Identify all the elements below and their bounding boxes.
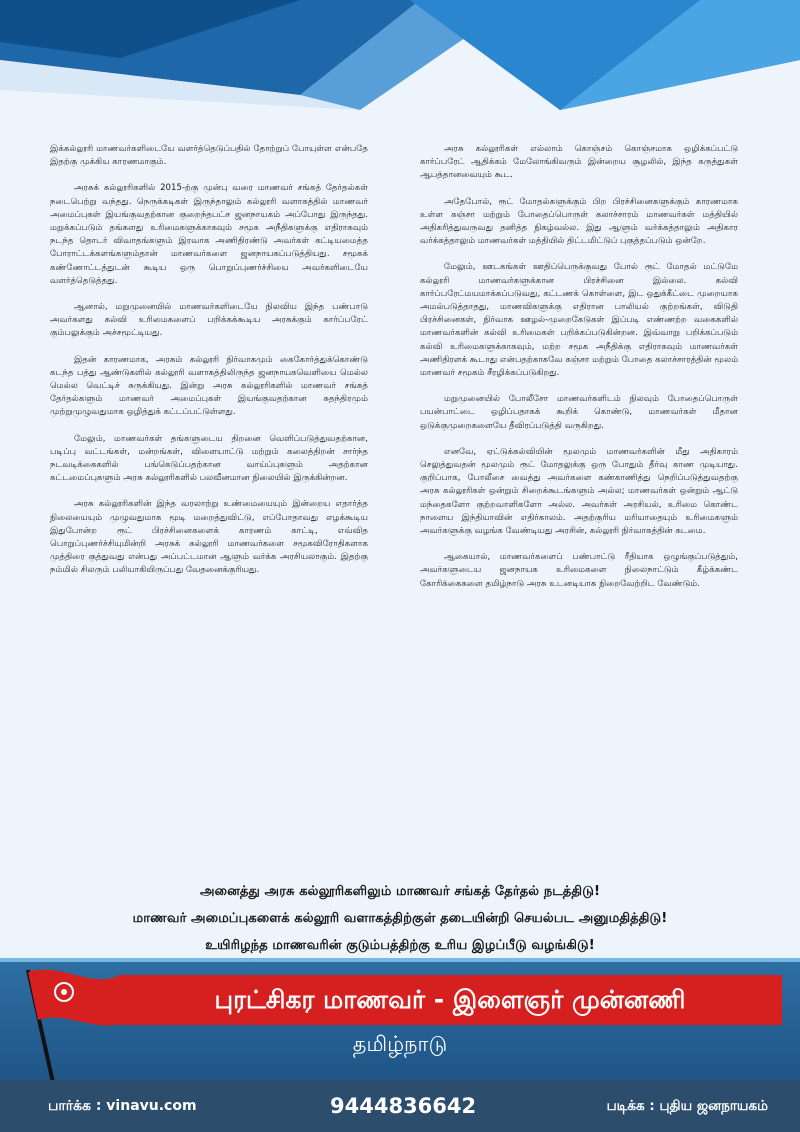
article-paragraph: அரசு கல்லூரிகளின் இந்த வரலாற்று உண்மையையும் இன்றைய எதார்த்த நிலையையும் முழுவதுமாக மூடி மறைத்துவிட்டு, எப்போதாவது எழக்கூடிய இதுபோன்ற ரூட் பிரச்சினைகளைக் காரணம் காட்டி, எவ்வித பொறுப்புணர்ச்சியுமின்றி அரசுக் கல்லூரி மாணவர்களை சமூகவிரோதிகளாக முத்திரை குத்துவது என்பது அப்பட்டமான ஆளும் வர்க்க அரசியலாகும். இதற்கு நம்மில் சிலரும் பலியாகியிருப்பது வேதனைக்குரியது. xyxy=(50,499,368,576)
demand-slogan: மாணவர் அமைப்புகளைக் கல்லூரி வளாகத்திற்குள் தடையின்றி செயல்பட அனுமதித்திடு! xyxy=(132,911,668,926)
article-right-column xyxy=(420,143,738,604)
article-paragraph: ஆனால், மறுமுனையில் மாணவர்களிடையே நிலவிய இந்த பண்பாடு அவர்களது கல்வி உரிமைகளைப் பறிக்கக்கூடிய அரசுக்கும் கார்ப்பரேட் கும்பலுக்கும் அச்சமூட்டியது. xyxy=(50,302,368,339)
article-paragraph: மேலும், மாணவர்கள் தங்களுடைய திறனை வெளிப்படுத்துவதற்கான, படிப்பு வட்டங்கள், மன்றங்கள், விளையாட்டு மற்றும் கலைத்திறன் சார்ந்த நடவடிக்கைகளில் பங்கெடுப்பதற்கான வாய்ப்புகளும் அதற்கான கட்டமைப்புகளும் அரசு கல்லூரிகளில் பலவீனமான நிலையில் இருக்கின்றன. xyxy=(50,433,368,484)
demand-slogan: அனைத்து அரசு கல்லூரிகளிலும் மாணவர் சங்கத் தேர்தல் நடத்திடு! xyxy=(200,884,600,899)
article-left-column xyxy=(50,143,368,591)
article-paragraph: ஆகையால், மாணவர்களைப் பண்பாட்டு ரீதியாக ஒழுங்குப்படுத்தும், அவர்களுடைய ஜனநாயக உரிமைகளை நிலைநாட்டும் கீழ்க்கண்ட கோரிக்கைகளை தமிழ்நாடு அரசு உடனடியாக நிறைவேற்றிட வேண்டும். xyxy=(420,552,738,589)
article-paragraph: எனவே, ஏட்டுக்கல்வியின் மூலமும் மாணவர்களின் மீது அதிகாரம் செலுத்துவதன் மூலமும் ரூட் மோதலுக்கு ஒரு போதும் தீர்வு காண முடியாது. குறிப்பாக, போலீசை வைத்து அவர்களை கண்காணித்து நெறிப்படுத்துவதற்கு அரசு கல்லூரிகள் ஒன்றும் சிறைக்கூடங்களும் அல்ல; மாணவர்கள் ஒன்றும் ஆட்டு மந்தைகளோ குற்றவாளிகளோ அல்ல. அவர்கள் அரசியல், உரிமை கொண்ட நாளைய இந்தியாவின் எதிர்காலம். அதற்குரிய மரியாதையும் உரிமைகளும் அவர்களுக்கு வழங்க வேண்டியது அரசின், கல்லூரி நிர்வாகத்தின் கடமை. xyxy=(420,446,738,537)
article-paragraph: மறுமுனையில் போலீசோ மாணவர்களிடம் நிலவும் போதைப்பொருள் பயன்பாட்டை ஒழிப்பதாகக் கூறிக் கொண்டு, மாணவர்கள் மீதான ஒடுக்குமுறைகளையே தீவிரப்படுத்தி வருகிறது. xyxy=(420,394,738,431)
article-paragraph: அதேபோல், ரூட் மோதல்களுக்கும் பிற பிரச்சினைகளுக்கும் காரணமாக உள்ள கஞ்சா மற்றும் போதைப்பொருள் கலாச்சாரம் மாணவர்கள் மத்தியில் அதிகரித்துவருவது தனித்த நிகழ்வல்ல. இது ஆளும் வர்க்கத்தாலும் அதிகார வர்க்கத்தாலும் மாணவர்கள் மத்தியில் திட்டமிட்டுப் புகுத்தப்படும் ஒன்றே. xyxy=(420,196,738,247)
footer-bar xyxy=(0,1080,800,1132)
article-paragraph: அரசு கல்லூரிகள் எல்லாம் கொஞ்சம் கொஞ்சமாக ஒழிக்கப்பட்டு கார்ப்பரேட் ஆதிக்கம் மேலோங்கிவரும் இன்றைய சூழலில், இந்த கருத்துகள் ஆபத்தானவையும் கூட. xyxy=(420,144,738,181)
article-paragraph: இக்கல்லூரி மாணவர்களிடையே வளர்த்தெடுப்பதில் தோற்றுப் போயுள்ள என்பதே இதற்கு முக்கிய காரணமாகும். xyxy=(50,144,368,168)
demand-slogan: உயிரிழந்த மாணவரின் குடும்பத்திற்கு உரிய இழப்பீடு வழங்கிடு! xyxy=(205,938,595,953)
demands-block xyxy=(0,878,800,959)
footer-phone: 9444836642 xyxy=(330,1094,477,1118)
article-paragraph: இதன் காரணமாக, அரசும் கல்லூரி நிர்வாகமும் கைகோர்த்துக்கொண்டு கடந்த பத்து ஆண்டுகளில் கல்லூரி வளாகத்திலிருந்த ஜனநாயகவெளியை மெல்ல மெல்ல வெட்டிச் சுருக்கியது. இன்று அரசு கல்லூரிகளில் மாணவர் சங்கத் தேர்தல்களும் மாணவர் அமைப்புகள் இயங்குவதற்கான சுதந்திரமும் முற்றுமுழுவதுமாக ஒழித்துக் கட்டப்பட்டுள்ளது. xyxy=(50,354,368,418)
article-paragraph: மேலும், ஊடகங்கள் ஊதிப்பெருக்குவது போல் ரூட் மோதல் மட்டுமே கல்லூரி மாணவர்களுக்கான பிரச்சினை இல்லை. கல்வி கார்ப்பரேட்மயமாக்கப்படுவது, கட்டணக் கொள்ளை, இட ஒதுக்கீட்டை முறையாக அமல்படுத்தாதது, மாணவிகளுக்கு எதிரான பாலியல் குற்றங்கள், விடுதி பிரச்சினைகள், நிர்வாக ஊழல்-முறைகேடுகள் இப்படி எண்ணற்ற வகைகளில் மாணவர்களின் கல்வி உரிமைகள் பறிக்கப்படுகின்றன. இவ்வாறு பறிக்கப்படும் கல்வி உரிமைகளுக்காகவும், மற்ற சமூக அநீதிக்கு எதிராகவும் மாணவர்கள் அணிதிரளக் கூடாது என்பதற்காகவே கஞ்சா மற்றும் போதை கலாச்சாரத்தின் மூலம் மாணவர் சமூகம் சீரழிக்கப்படுகிறது. xyxy=(420,262,738,379)
article-paragraph: அரசுக் கல்லூரிகளில் 2015-ற்கு முன்பு வரை மாணவர் சங்கத் தேர்தல்கள் நடைபெற்று வந்தது. நெருக்கடிகள் இருந்தாலும் கல்லூரி வளாகத்தில் மாணவர் அமைப்புகள் இயங்குவதற்கான குறைந்தபட்ச ஜனநாயகம் அப்போது இருந்தது. மறுக்கப்படும் தங்களது உரிமைகளுக்காகவும் சமூக அநீதிகளுக்கு எதிராகவும் நடந்த தொடர் விவாதங்களும் இரவாக அணிதிரண்டு அவர்கள் கட்டியமைத்த போராட்டக்களங்களும்தான் மாணவர்களை ஜனநாயகப்படுத்தியது. சமூகக் கண்ணோட்டத்துடன் கூடிய ஒரு பொறுப்புணர்ச்சியை அவர்களிடையே வளர்த்தெடுத்தது. xyxy=(50,183,368,286)
footer-website[interactable]: பார்க்க : vinavu.com xyxy=(48,1098,197,1114)
red-flag-icon xyxy=(0,958,140,1098)
organization-region: தமிழ்நாடு xyxy=(352,1032,448,1056)
organization-name: புரட்சிகர மாணவர் - இளைஞர் முன்னணி xyxy=(118,975,782,1025)
footer-read: படிக்க : புதிய ஜனநாயகம் xyxy=(606,1098,768,1114)
header-banner xyxy=(0,0,800,140)
